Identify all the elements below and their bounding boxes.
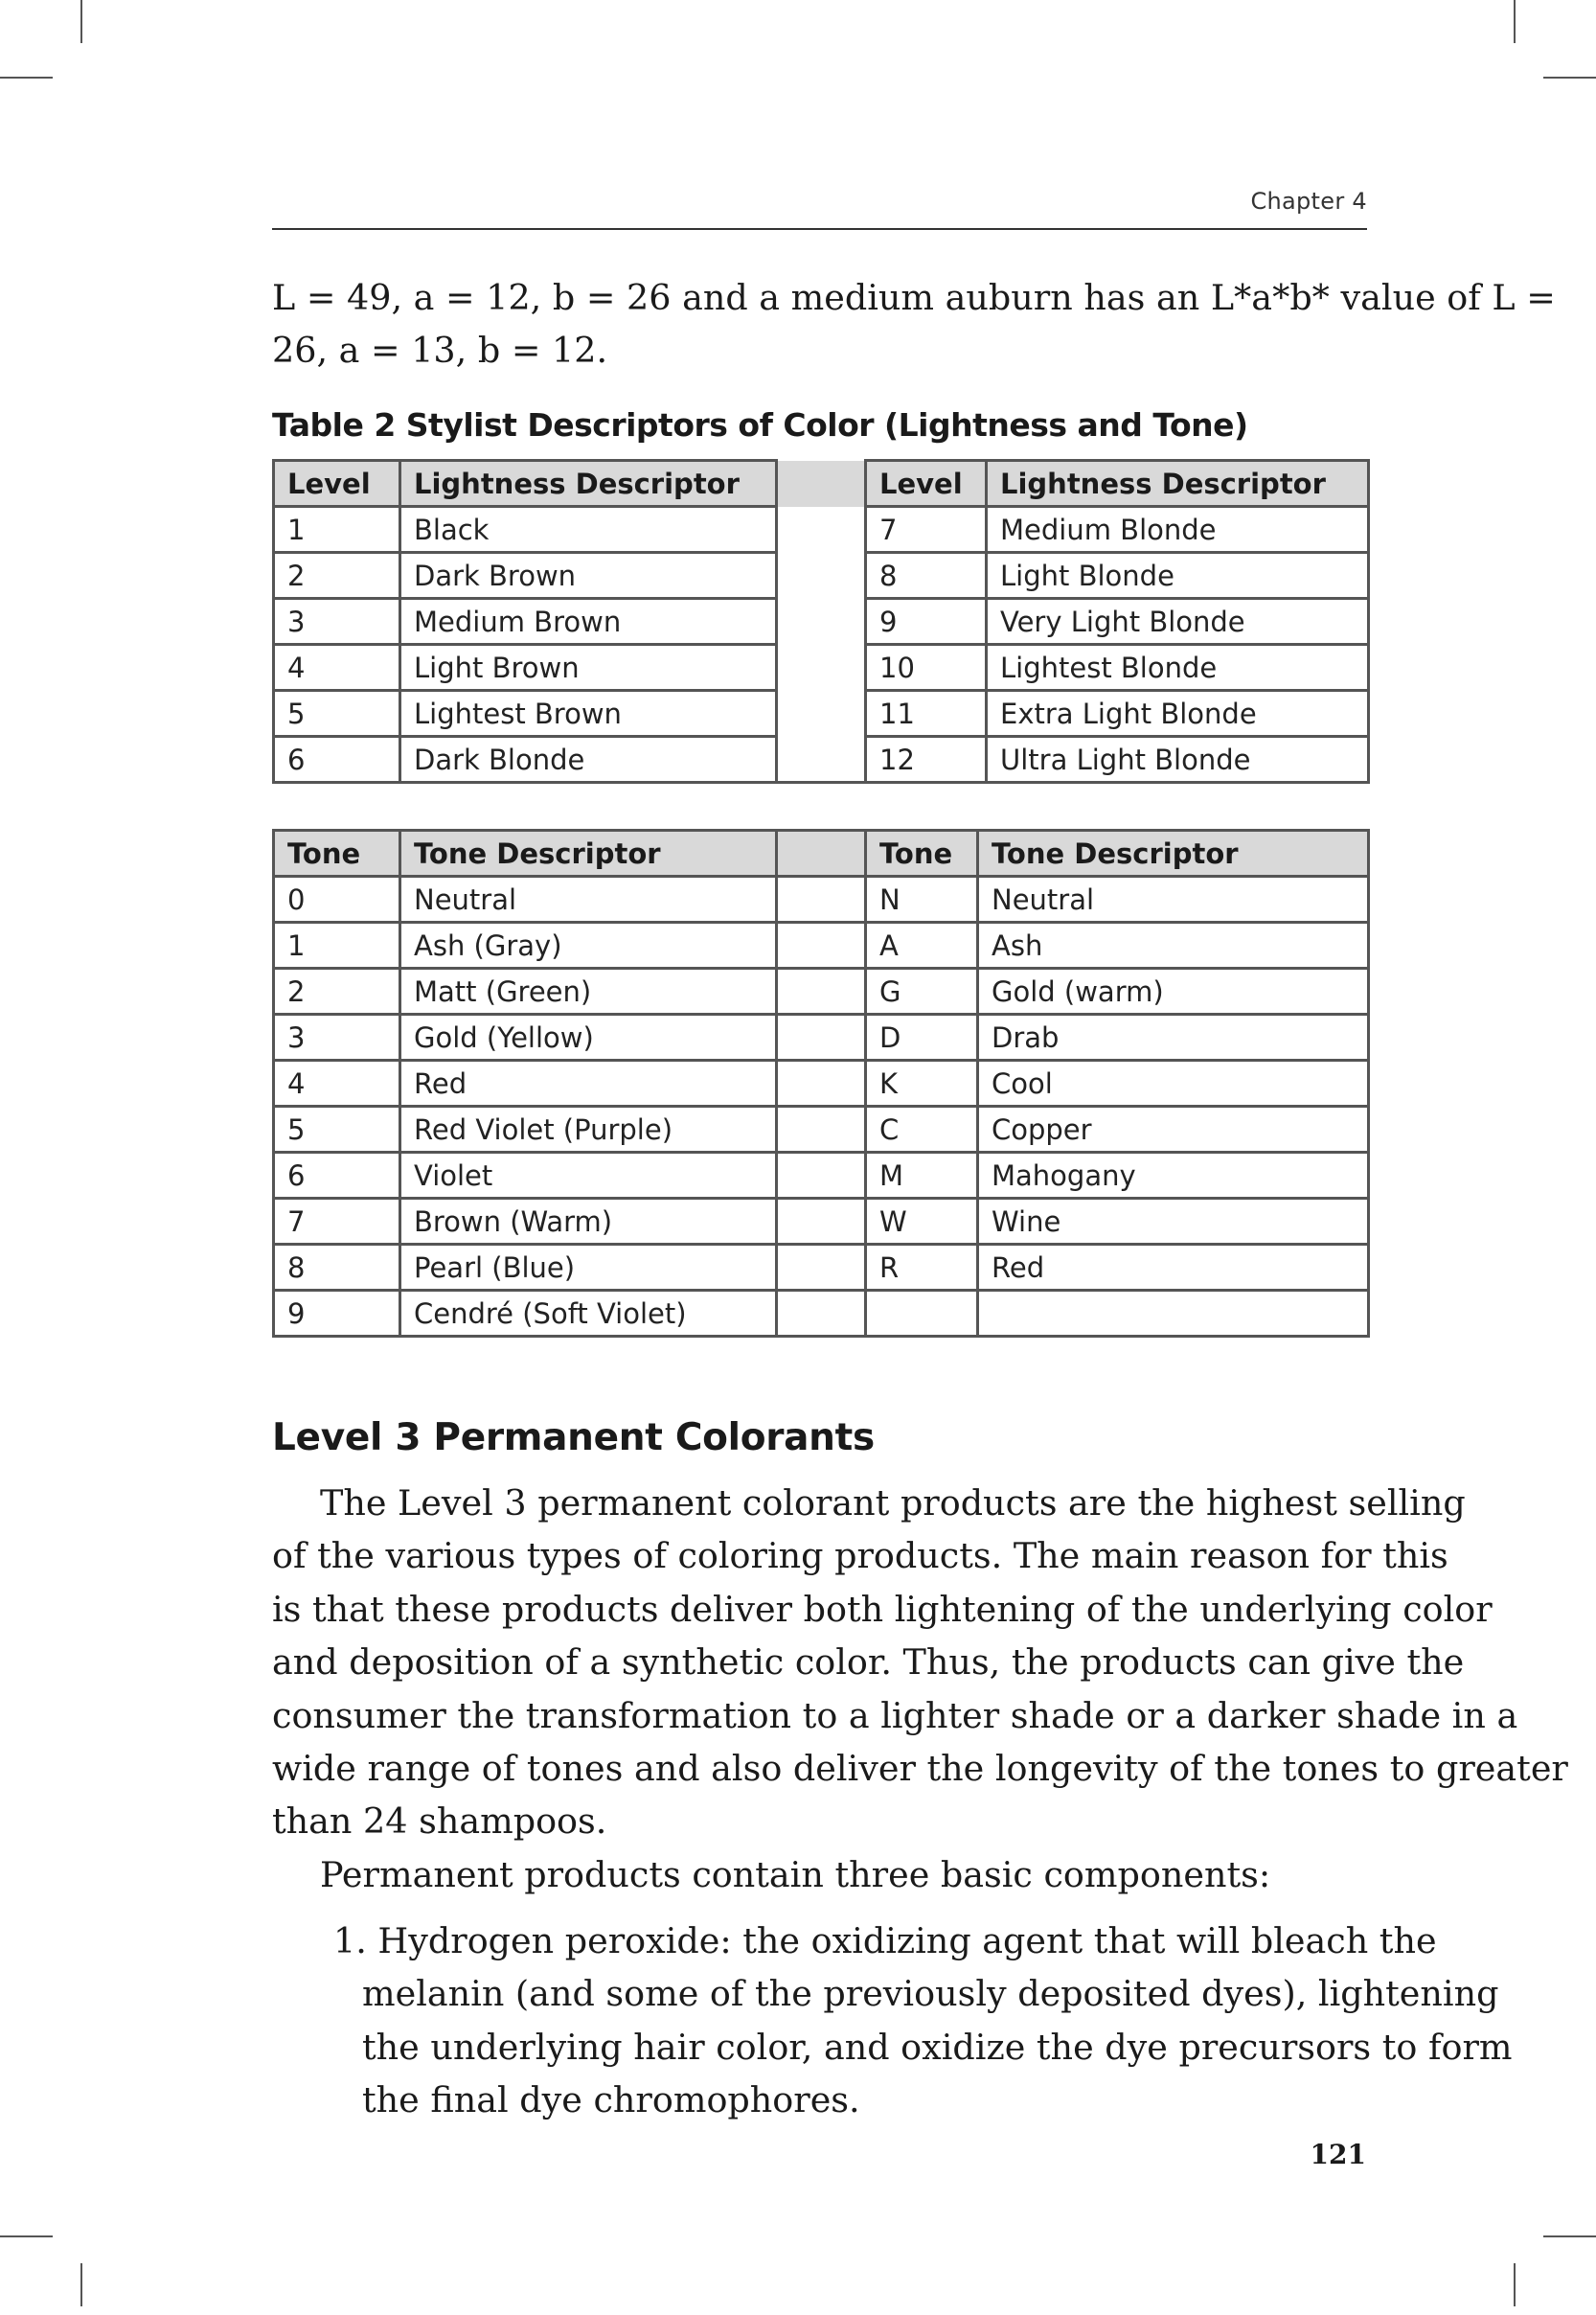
table-spacer bbox=[777, 1199, 866, 1245]
descriptor-cell: Ash bbox=[978, 923, 1369, 969]
level-cell: 9 bbox=[866, 599, 987, 645]
list-item: 1. Hydrogen peroxide: the oxidizing agent that will bleach the bbox=[333, 1920, 1437, 1961]
crop-mark bbox=[0, 2235, 53, 2237]
table-spacer bbox=[777, 923, 866, 969]
text-line: than 24 shampoos. bbox=[272, 1800, 607, 1843]
text-line: The Level 3 permanent colorant products are the highest selling bbox=[320, 1482, 1466, 1524]
descriptor-cell: Red Violet (Purple) bbox=[400, 1107, 777, 1153]
text-line: L = 49, a = 12, b = 26 and a medium auburn has an L*a*b* value of L = bbox=[272, 277, 1556, 318]
section-heading: Level 3 Permanent Colorants bbox=[272, 1416, 875, 1459]
table-row bbox=[274, 1199, 1369, 1245]
text-line: and deposition of a synthetic color. Thus, the products can give the bbox=[272, 1641, 1465, 1684]
level-cell: 8 bbox=[866, 553, 987, 599]
table-row bbox=[274, 691, 1369, 737]
level-cell: 12 bbox=[866, 737, 987, 783]
body-paragraph bbox=[272, 1477, 1568, 1901]
level-cell: 1 bbox=[274, 507, 400, 553]
descriptor-cell: Very Light Blonde bbox=[987, 599, 1369, 645]
column-header: Tone Descriptor bbox=[978, 831, 1369, 877]
descriptor-cell: Red bbox=[400, 1061, 777, 1107]
descriptor-cell: Neutral bbox=[978, 877, 1369, 923]
descriptor-cell: Lightest Blonde bbox=[987, 645, 1369, 691]
level-cell: 3 bbox=[274, 599, 400, 645]
table-row bbox=[274, 877, 1369, 923]
lightness-table bbox=[272, 459, 1370, 784]
table-row bbox=[274, 1153, 1369, 1199]
tone-cell: 8 bbox=[274, 1245, 400, 1291]
tone-cell: 2 bbox=[274, 969, 400, 1015]
descriptor-cell: Cool bbox=[978, 1061, 1369, 1107]
column-header: Tone Descriptor bbox=[400, 831, 777, 877]
descriptor-cell: Gold (warm) bbox=[978, 969, 1369, 1015]
descriptor-cell: Neutral bbox=[400, 877, 777, 923]
descriptor-cell: Ultra Light Blonde bbox=[987, 737, 1369, 783]
descriptor-cell: Pearl (Blue) bbox=[400, 1245, 777, 1291]
text-line: the final dye chromophores. bbox=[362, 2079, 860, 2121]
table-row bbox=[274, 599, 1369, 645]
text-line: Permanent products contain three basic components: bbox=[320, 1853, 1271, 1895]
tone-cell: 9 bbox=[274, 1291, 400, 1337]
numbered-list bbox=[272, 1914, 1513, 2127]
text-line: consumer the transformation to a lighter shade or a darker shade in a bbox=[272, 1694, 1518, 1736]
table-header-row bbox=[274, 831, 1369, 877]
crop-mark bbox=[1514, 2263, 1516, 2306]
table-spacer bbox=[777, 1107, 866, 1153]
table-spacer bbox=[777, 461, 866, 507]
tone-cell: C bbox=[866, 1107, 978, 1153]
text-line: melanin (and some of the previously deposited dyes), lightening bbox=[362, 1973, 1499, 2015]
table-row bbox=[274, 969, 1369, 1015]
descriptor-cell: Brown (Warm) bbox=[400, 1199, 777, 1245]
text-line: is that these products deliver both lightening of the underlying color bbox=[272, 1588, 1493, 1630]
tone-cell: K bbox=[866, 1061, 978, 1107]
table-spacer bbox=[777, 1061, 866, 1107]
tone-cell: 3 bbox=[274, 1015, 400, 1061]
table-spacer bbox=[777, 691, 866, 737]
table-spacer bbox=[777, 1153, 866, 1199]
table-row bbox=[274, 1061, 1369, 1107]
table-row bbox=[274, 737, 1369, 783]
column-header: Lightness Descriptor bbox=[400, 461, 777, 507]
table-header-row bbox=[274, 461, 1369, 507]
crop-mark bbox=[1514, 0, 1516, 43]
table-spacer bbox=[777, 1245, 866, 1291]
table-spacer bbox=[777, 831, 866, 877]
tone-cell: 5 bbox=[274, 1107, 400, 1153]
table-row bbox=[274, 1107, 1369, 1153]
descriptor-cell: Dark Blonde bbox=[400, 737, 777, 783]
tone-cell: 6 bbox=[274, 1153, 400, 1199]
level-cell: 10 bbox=[866, 645, 987, 691]
column-header: Level bbox=[866, 461, 987, 507]
column-header: Tone bbox=[866, 831, 978, 877]
descriptor-cell: Lightest Brown bbox=[400, 691, 777, 737]
descriptor-cell: Black bbox=[400, 507, 777, 553]
text-line: of the various types of coloring products. The main reason for this bbox=[272, 1535, 1448, 1577]
descriptor-cell: Medium Brown bbox=[400, 599, 777, 645]
tone-cell: R bbox=[866, 1245, 978, 1291]
descriptor-cell: Extra Light Blonde bbox=[987, 691, 1369, 737]
tone-cell: M bbox=[866, 1153, 978, 1199]
table-caption: Table 2 Stylist Descriptors of Color (Lightness and Tone) bbox=[272, 406, 1248, 444]
descriptor-cell: Copper bbox=[978, 1107, 1369, 1153]
table-spacer bbox=[777, 599, 866, 645]
level-cell: 11 bbox=[866, 691, 987, 737]
tone-cell: G bbox=[866, 969, 978, 1015]
table-spacer bbox=[777, 737, 866, 783]
descriptor-cell: Medium Blonde bbox=[987, 507, 1369, 553]
descriptor-cell: Ash (Gray) bbox=[400, 923, 777, 969]
crop-mark bbox=[80, 2263, 82, 2306]
descriptor-cell: Light Blonde bbox=[987, 553, 1369, 599]
tone-cell: A bbox=[866, 923, 978, 969]
tone-cell bbox=[866, 1291, 978, 1337]
tone-cell: W bbox=[866, 1199, 978, 1245]
tone-table bbox=[272, 829, 1370, 1338]
table-spacer bbox=[777, 969, 866, 1015]
descriptor-cell: Dark Brown bbox=[400, 553, 777, 599]
table-row bbox=[274, 507, 1369, 553]
descriptor-cell: Gold (Yellow) bbox=[400, 1015, 777, 1061]
descriptor-cell: Light Brown bbox=[400, 645, 777, 691]
level-cell: 4 bbox=[274, 645, 400, 691]
descriptor-cell: Red bbox=[978, 1245, 1369, 1291]
column-header: Tone bbox=[274, 831, 400, 877]
table-spacer bbox=[777, 645, 866, 691]
descriptor-cell bbox=[978, 1291, 1369, 1337]
crop-mark bbox=[1543, 77, 1596, 79]
level-cell: 5 bbox=[274, 691, 400, 737]
table-spacer bbox=[777, 877, 866, 923]
level-cell: 2 bbox=[274, 553, 400, 599]
tone-cell: 1 bbox=[274, 923, 400, 969]
text-line: wide range of tones and also deliver the longevity of the tones to greater bbox=[272, 1748, 1568, 1790]
table-row bbox=[274, 1015, 1369, 1061]
table-spacer bbox=[777, 1015, 866, 1061]
running-head: Chapter 4 bbox=[1250, 188, 1367, 215]
descriptor-cell: Cendré (Soft Violet) bbox=[400, 1291, 777, 1337]
column-header: Level bbox=[274, 461, 400, 507]
crop-mark bbox=[80, 0, 82, 43]
table-spacer bbox=[777, 1291, 866, 1337]
table-spacer bbox=[777, 553, 866, 599]
descriptor-cell: Violet bbox=[400, 1153, 777, 1199]
descriptor-cell: Wine bbox=[978, 1199, 1369, 1245]
table-row bbox=[274, 645, 1369, 691]
descriptor-cell: Mahogany bbox=[978, 1153, 1369, 1199]
table-row bbox=[274, 1291, 1369, 1337]
descriptor-cell: Matt (Green) bbox=[400, 969, 777, 1015]
level-cell: 6 bbox=[274, 737, 400, 783]
crop-mark bbox=[1543, 2235, 1596, 2237]
table-row bbox=[274, 553, 1369, 599]
tone-cell: 4 bbox=[274, 1061, 400, 1107]
table-spacer bbox=[777, 507, 866, 553]
intro-paragraph bbox=[272, 271, 1556, 378]
header-rule bbox=[272, 228, 1367, 230]
crop-mark bbox=[0, 77, 53, 79]
tone-cell: 7 bbox=[274, 1199, 400, 1245]
column-header: Lightness Descriptor bbox=[987, 461, 1369, 507]
tone-cell: 0 bbox=[274, 877, 400, 923]
page-number: 121 bbox=[1310, 2139, 1366, 2170]
text-line: the underlying hair color, and oxidize the dye precursors to form bbox=[362, 2026, 1513, 2068]
tone-cell: D bbox=[866, 1015, 978, 1061]
table-row bbox=[274, 923, 1369, 969]
level-cell: 7 bbox=[866, 507, 987, 553]
table-row bbox=[274, 1245, 1369, 1291]
tone-cell: N bbox=[866, 877, 978, 923]
descriptor-cell: Drab bbox=[978, 1015, 1369, 1061]
text-line: 26, a = 13, b = 12. bbox=[272, 330, 608, 372]
